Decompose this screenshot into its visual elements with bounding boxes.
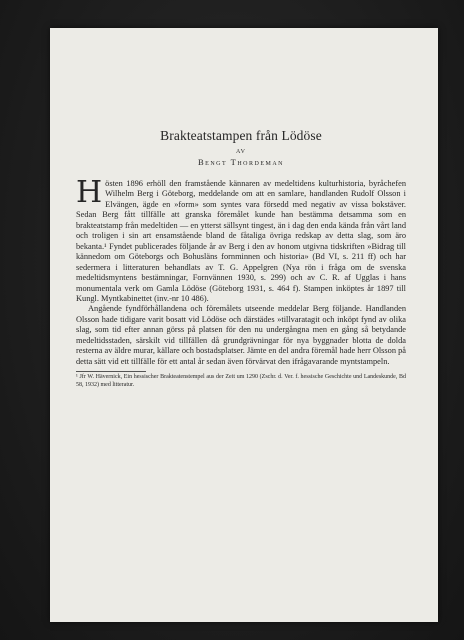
article-title: Brakteatstampen från Lödöse (160, 128, 322, 143)
page-content (76, 128, 406, 389)
document-page (50, 28, 438, 622)
byline-prefix: AV (236, 149, 246, 155)
footnote: ¹ Jfr W. Hävernick, Ein hessischer Brakteatenstempel aus der Zeit um 1290 (Zschr. d. Ver. f. hessische Geschichte und Landeskunde, Bd 58, 1932) med litteratur. (76, 374, 406, 388)
article-body (76, 175, 406, 367)
paragraph-2: Angående fyndförhållandena och föremålets utseende meddelar Berg följande. Handlanden Olsson hade tidigare varit bosatt vid Lödöse och därstädes »tillvaratagit och inköpt fynd av olika slag, som tid efter annan görss på platsen för den nu undergångna men en gång så betydande medeltidsstaden, särskilt vid tillfällen då grundgrävningar för nya byggnader blotta de dolda resterna av äldre murar, källare och bostadsplatser. Jämte en del andra föremål hade herr Olsson på detta sätt vid ett tillfälle för ett antal år sedan även förvärvat den ifrågavarande myntstampeln. (76, 304, 406, 366)
paragraph-1-text: östen 1896 erhöll den framstående kännaren av medeltidens kulturhistoria, byråchefen Wilhelm Berg i Göteborg, meddelande om att en samlare, handlanden Rudolf Olsson i Elvängen, ägde en »form» som syntes vara försedd med negativ av vissa bokstäver. Sedan Berg fått tillfälle att granska föremålet kunde han bestämma detsamma som en brakteatstamp från medeltiden — en ytterst sällsynt tingest, än i dag den enda kända från vårt land och troligen i sin art ensamstående bland de fåtaliga övriga redskap av detta slag, som äro bekanta.¹ Fyndet publicerades följande år av Berg i den av honom utgivna tidskriften »Bidrag till kännedom om Göteborgs och Bohusläns fornminnen och historia» (Bd VI, s. 211 ff) och har sedermera i litteraturen behandlats av T. G. Appelgren (Nya rön i fråga om de svenska medeltidsmyntens bestämningar, Fornvännen 1930, s. 299) och av C. R. af Ugglas i hans monumentala verk om Gamla Lödöse (Göteborg 1931, s. 464 f). Stampen inköptes år 1897 till Kungl. Myntkabinettet (inv.-nr 10 486). (76, 179, 406, 303)
footnote-divider (76, 371, 146, 372)
paragraph-1 (76, 175, 406, 304)
drop-cap: H (76, 175, 103, 210)
article-author: Bengt Thordeman (198, 157, 284, 167)
